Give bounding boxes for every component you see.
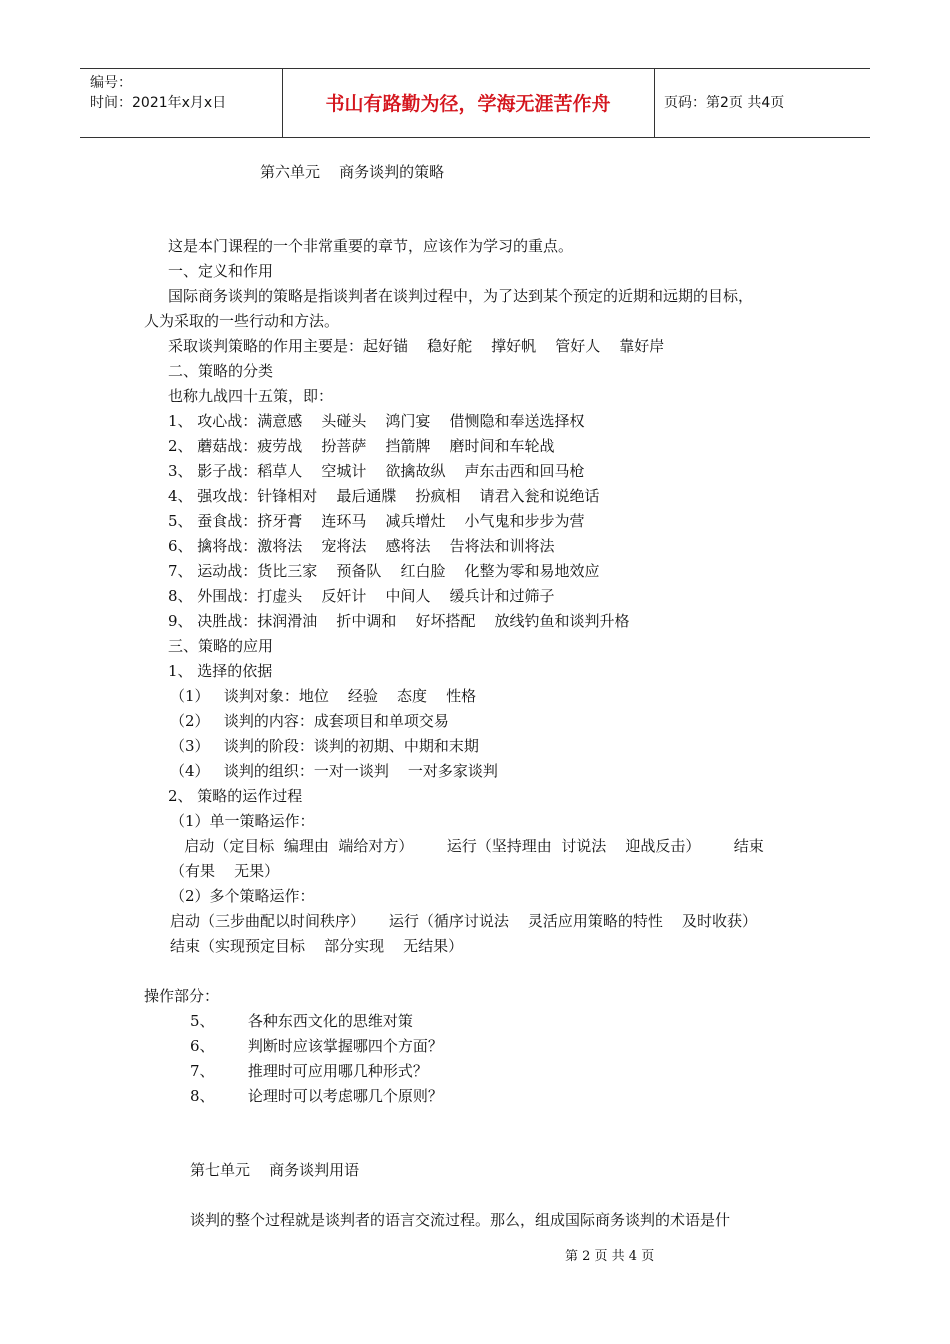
section-2-heading: 二、策略的分类 bbox=[168, 362, 274, 380]
strategy-item: 6、 擒将战：激将法 宠将法 感将法 告将法和训将法 bbox=[168, 537, 555, 555]
strategy-item: 7、 运动战：货比三家 预备队 红白脸 化整为零和易地效应 bbox=[168, 562, 600, 580]
section-3-heading: 三、策略的应用 bbox=[168, 637, 274, 655]
header-page-info: 页码：第2页 共4页 bbox=[664, 95, 785, 111]
multi-strategy-line-2: 结束（实现预定目标 部分实现 无结果） bbox=[170, 937, 464, 955]
strategy-item: 3、 影子战：稻草人 空城计 欲擒故纵 声东击西和回马枪 bbox=[168, 462, 585, 480]
header-left-cell bbox=[90, 73, 226, 113]
unit-7-title: 第七单元 商务谈判用语 bbox=[190, 1161, 360, 1179]
header-motto: 书山有路勤为径，学海无涯苦作舟 bbox=[325, 93, 611, 115]
basis-item: （3） 谈判的阶段：谈判的初期、中期和末期 bbox=[170, 737, 479, 755]
strategy-item: 8、 外围战：打虚头 反奸计 中间人 缓兵计和过筛子 bbox=[168, 587, 555, 605]
operations-item: 5、 各种东西文化的思维对策 bbox=[190, 1012, 413, 1030]
strategy-item: 2、 蘑菇战：疲劳战 扮菩萨 挡箭牌 磨时间和车轮战 bbox=[168, 437, 555, 455]
header-divider bbox=[654, 69, 655, 137]
single-strategy-line-2: （有果 无果） bbox=[170, 862, 280, 880]
page-footer: 第 2 页 共 4 页 bbox=[565, 1249, 655, 1264]
functions-line: 采取谈判策略的作用主要是：起好锚 稳好舵 撑好帆 管好人 靠好岸 bbox=[168, 337, 665, 355]
basis-item: （4） 谈判的组织：一对一谈判 一对多家谈判 bbox=[170, 762, 498, 780]
multi-strategy-line-1: 启动（三步曲配以时间秩序） 运行（循序讨说法 灵活应用策略的特性 及时收获） bbox=[170, 912, 757, 930]
document-number-label: 编号： bbox=[90, 75, 132, 91]
unit-7-intro: 谈判的整个过程就是谈判者的语言交流过程。那么，组成国际商务谈判的术语是什 bbox=[190, 1211, 731, 1229]
operations-item: 8、 论理时可以考虑哪几个原则？ bbox=[190, 1087, 443, 1105]
strategy-item: 4、 强攻战：针锋相对 最后通牒 扮疯相 请君入瓮和说绝话 bbox=[168, 487, 600, 505]
operations-heading: 操作部分： bbox=[144, 987, 220, 1005]
operations-item: 7、 推理时可应用哪几种形式？ bbox=[190, 1062, 428, 1080]
section-2-intro: 也称九战四十五策，即： bbox=[168, 387, 334, 405]
process-heading: 2、 策略的运作过程 bbox=[168, 787, 303, 805]
document-date: 时间：2021年x月x日 bbox=[90, 95, 227, 111]
strategy-item: 9、 决胜战：抹润滑油 折中调和 好坏搭配 放线钓鱼和谈判升格 bbox=[168, 612, 630, 630]
basis-item: （2） 谈判的内容：成套项目和单项交易 bbox=[170, 712, 449, 730]
single-strategy-line-1: 启动（定目标 编理由 端给对方） 运行（坚持理由 讨说法 迎战反击） 结束 bbox=[170, 837, 764, 855]
operations-item: 6、 判断时应该掌握哪四个方面？ bbox=[190, 1037, 443, 1055]
intro-paragraph: 这是本门课程的一个非常重要的章节，应该作为学习的重点。 bbox=[168, 237, 574, 255]
definition-line-1: 国际商务谈判的策略是指谈判者在谈判过程中，为了达到某个预定的近期和远期的目标， bbox=[168, 287, 754, 305]
section-1-heading: 一、定义和作用 bbox=[168, 262, 274, 280]
definition-line-2: 人为采取的一些行动和方法。 bbox=[144, 312, 340, 330]
single-strategy-heading: （1）单一策略运作： bbox=[170, 812, 315, 830]
basis-item: （1） 谈判对象：地位 经验 态度 性格 bbox=[170, 687, 477, 705]
document-header bbox=[80, 68, 870, 138]
basis-heading: 1、 选择的依据 bbox=[168, 662, 273, 680]
multi-strategy-heading: （2）多个策略运作： bbox=[170, 887, 315, 905]
strategy-item: 1、 攻心战：满意感 头碰头 鸿门宴 借恻隐和奉送选择权 bbox=[168, 412, 585, 430]
unit-6-title: 第六单元 商务谈判的策略 bbox=[260, 163, 445, 181]
strategy-item: 5、 蚕食战：挤牙膏 连环马 减兵增灶 小气鬼和步步为营 bbox=[168, 512, 585, 530]
